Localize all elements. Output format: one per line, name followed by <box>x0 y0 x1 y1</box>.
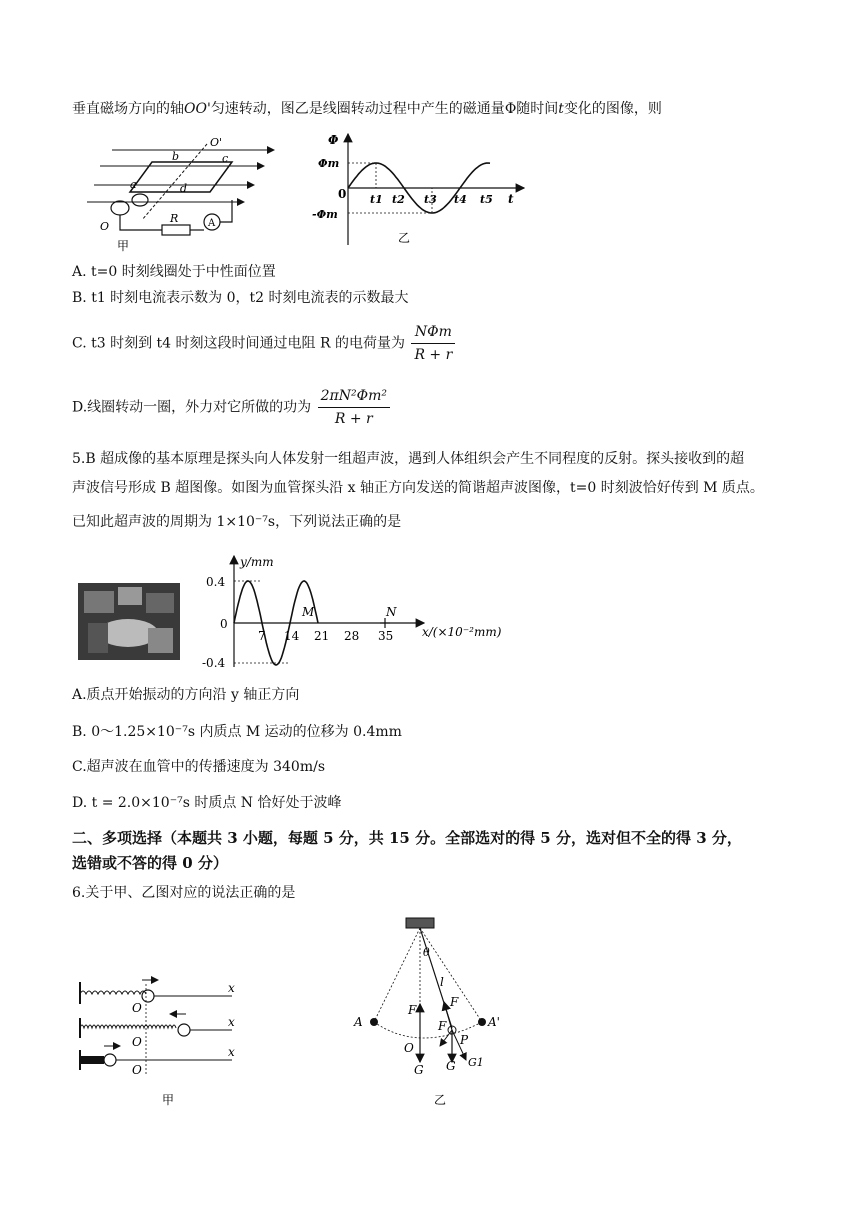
generator-coil-figure <box>82 130 282 252</box>
svg-text:l: l <box>440 975 444 989</box>
q4-option-b: B. t1 时刻电流表示数为 0，t2 时刻电流表的示数最大 <box>72 290 409 306</box>
svg-text:t5: t5 <box>480 193 493 206</box>
section2-header-line2: 选错或不答的得 0 分） <box>72 854 228 872</box>
svg-text:t4: t4 <box>454 193 467 206</box>
label-o-prime: O' <box>210 136 223 149</box>
svg-text:O: O <box>132 1035 142 1049</box>
svg-text:x/(×10⁻²mm): x/(×10⁻²mm) <box>422 625 502 639</box>
svg-text:a: a <box>130 178 137 191</box>
svg-text:O: O <box>404 1041 414 1055</box>
svg-text:14: 14 <box>284 629 300 643</box>
q5-option-a: A.质点开始振动的方向沿 y 轴正方向 <box>72 687 300 703</box>
fig-yi-caption: 乙 <box>398 231 411 245</box>
svg-text:28: 28 <box>344 629 360 643</box>
svg-text:Φ: Φ <box>328 133 339 147</box>
svg-text:c: c <box>222 152 229 165</box>
svg-text:G: G <box>446 1059 456 1073</box>
pendulum-figure <box>340 914 540 1110</box>
svg-text:G1: G1 <box>468 1056 484 1069</box>
svg-text:-0.4: -0.4 <box>202 656 226 670</box>
svg-text:R: R <box>170 212 179 225</box>
q6-fig-yi-caption: 乙 <box>434 1093 447 1107</box>
svg-text:t: t <box>508 192 514 206</box>
q5-option-b: B. 0～1.25×10⁻⁷s 内质点 M 运动的位移为 0.4mm <box>72 724 402 740</box>
q5-option-d: D. t = 2.0×10⁻⁷s 时质点 N 恰好处于波峰 <box>72 795 342 811</box>
svg-text:N: N <box>386 605 397 619</box>
svg-text:t2: t2 <box>392 193 405 206</box>
svg-text:O: O <box>132 1001 142 1015</box>
svg-text:P: P <box>460 1033 469 1047</box>
q4-option-a: A. t=0 时刻线圈处于中性面位置 <box>72 264 276 280</box>
svg-text:t1: t1 <box>370 193 383 206</box>
svg-text:x: x <box>228 1045 235 1059</box>
svg-text:F: F <box>450 995 459 1009</box>
q5-line1: 5.B 超成像的基本原理是探头向人体发射一组超声波，遇到人体组织会产生不同程度的反射。探头接收到的超 <box>72 451 745 467</box>
q4-option-d: D.线圈转动一圈，外力对它所做的功为 $\frac{\text{2πN²Φm²}}{R + r}$ <box>72 386 390 429</box>
svg-text:G: G <box>414 1063 424 1077</box>
svg-text:O: O <box>132 1063 142 1077</box>
ultrasound-photo <box>78 583 180 660</box>
svg-text:θ: θ <box>423 946 430 959</box>
fig-jia-caption: 甲 <box>117 239 130 252</box>
option-d-fraction: $\frac{\text{2πN²Φm²}}{R + r}$ <box>318 386 390 429</box>
svg-text:A': A' <box>488 1015 500 1029</box>
svg-text:A: A <box>208 218 216 229</box>
svg-text:O: O <box>100 220 110 233</box>
flux-time-graph <box>310 130 530 250</box>
svg-text:b: b <box>172 150 180 163</box>
ultrasound-wave-graph <box>196 552 516 670</box>
svg-text:F: F <box>438 1019 447 1033</box>
svg-text:35: 35 <box>378 629 394 643</box>
q4-option-c: C. t3 时刻到 t4 时刻这段时间通过电阻 R 的电荷量为 $\frac{\text{NΦm}}{R + r}$ <box>72 322 455 365</box>
svg-text:y/mm: y/mm <box>240 555 274 569</box>
q4-stem: 垂直磁场方向的轴OO'匀速转动，图乙是线圈转动过程中产生的磁通量Φ随时间t变化的图像，则 <box>72 101 662 117</box>
option-c-fraction: $\frac{\text{NΦm}}{R + r}$ <box>411 322 455 365</box>
svg-text:0.4: 0.4 <box>206 575 226 589</box>
svg-text:F: F <box>408 1003 417 1017</box>
q6-stem: 6.关于甲、乙图对应的说法正确的是 <box>72 885 296 901</box>
q5-line2: 声波信号形成 B 超图像。如图为血管探头沿 x 轴正方向发送的简谐超声波图像，t=0 时刻波恰好传到 M 质点。 <box>72 480 764 496</box>
svg-text:x: x <box>228 981 235 995</box>
q6-fig-jia-caption: 甲 <box>162 1093 175 1106</box>
svg-text:0: 0 <box>338 187 347 201</box>
svg-text:7: 7 <box>258 629 266 643</box>
q5-option-c: C.超声波在血管中的传播速度为 340m/s <box>72 759 326 775</box>
section2-header-line1: 二、多项选择（本题共 3 小题，每题 5 分，共 15 分。全部选对的得 5 分，选对但不全的得 3 分， <box>72 829 742 847</box>
svg-text:-Φm: -Φm <box>312 208 338 221</box>
spring-oscillator-figure <box>76 974 246 1106</box>
svg-text:d: d <box>180 182 188 195</box>
svg-text:A: A <box>354 1015 363 1029</box>
svg-text:t3: t3 <box>424 193 437 206</box>
svg-text:x: x <box>228 1015 235 1029</box>
svg-text:M: M <box>302 605 315 619</box>
q5-line3: 已知此超声波的周期为 1×10⁻⁷s，下列说法正确的是 <box>72 514 402 530</box>
svg-text:Φm: Φm <box>318 157 340 170</box>
svg-text:0: 0 <box>220 617 228 631</box>
svg-text:21: 21 <box>314 629 330 643</box>
